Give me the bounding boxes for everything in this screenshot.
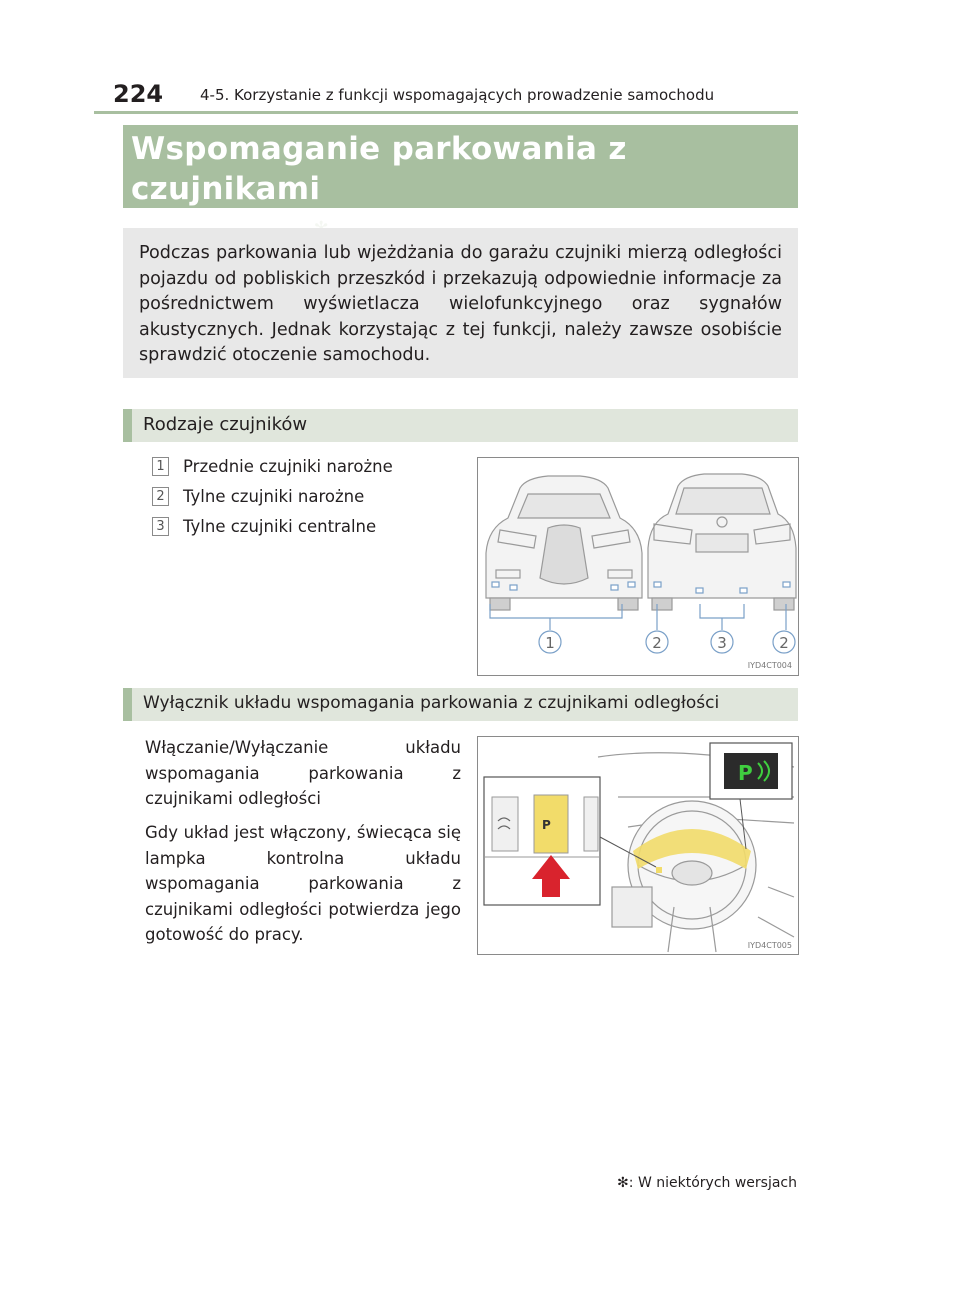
footnote: ✻: W niektórych wersjach <box>617 1175 797 1191</box>
section-heading-accent <box>123 409 132 442</box>
page-number: 224 <box>113 80 164 108</box>
switch-location-figure <box>477 736 799 955</box>
switch-highlight-dot <box>656 867 662 873</box>
callout-markers <box>539 631 795 653</box>
item-number: 2 <box>152 487 169 506</box>
section-heading-label: Wyłącznik układu wspomagania parkowania z czujnikami odległości <box>143 693 720 713</box>
intro-text: Podczas parkowania lub wjeżdżania do garażu czujniki mierzą odległości pojazdu od pobliskich przeszkód i przekazują odpowiednie informacje za pośrednictwem wyświetlacza wielofunkcyjnego oraz sygnałów akustycznych. Jednak korzystając z tej funkcji, należy zawsze osobiście sprawdzić otoczenie samochodu. <box>139 243 782 366</box>
section-heading-sensor-types <box>123 409 798 442</box>
switch-inset <box>484 777 656 905</box>
header-rule <box>94 111 798 114</box>
switch-paragraph-2: Gdy układ jest włączony, świecąca się lampka kontrolna układu wspomagania parkowania z czujnikami odległości potwierdza jego gotowość do pracy. <box>145 823 461 944</box>
chapter-title: 4-5. Korzystanie z funkcji wspomagających prowadzenie samochodu <box>200 86 715 104</box>
section-heading-switch <box>123 688 798 721</box>
item-label: Przednie czujniki narożne <box>183 457 393 476</box>
section-heading-label: Rodzaje czujników <box>143 414 308 435</box>
figure-code: IYD4CT005 <box>747 941 792 950</box>
park-assist-switch-icon: P <box>542 818 551 832</box>
sensor-locations-illustration <box>478 458 798 675</box>
item-label: Tylne czujniki narożne <box>183 487 365 506</box>
list-item <box>152 487 364 506</box>
dashboard-illustration <box>478 737 798 954</box>
switch-paragraph-1: Włączanie/Wyłączanie układu wspomagania parkowania z czujnikami odległości <box>145 738 461 808</box>
item-number: 1 <box>152 457 169 476</box>
intro-box <box>123 228 798 378</box>
rear-car-drawing <box>648 474 796 610</box>
item-number: 3 <box>152 517 169 536</box>
callout-label: 3 <box>717 634 727 652</box>
section-heading-accent <box>123 688 132 721</box>
item-label: Tylne czujniki centralne <box>183 517 377 536</box>
callout-label: 2 <box>779 634 789 652</box>
callout-label: 2 <box>652 634 662 652</box>
page-title-line1: Wspomaganie parkowania z czujnikami <box>131 131 627 207</box>
figure-code: IYD4CT004 <box>747 661 792 670</box>
list-item <box>152 457 393 476</box>
callout-label: 1 <box>545 634 555 652</box>
page-title-box <box>123 125 798 208</box>
list-item <box>152 517 376 536</box>
park-assist-indicator-icon: P <box>738 761 753 785</box>
sensor-locations-figure <box>477 457 799 676</box>
